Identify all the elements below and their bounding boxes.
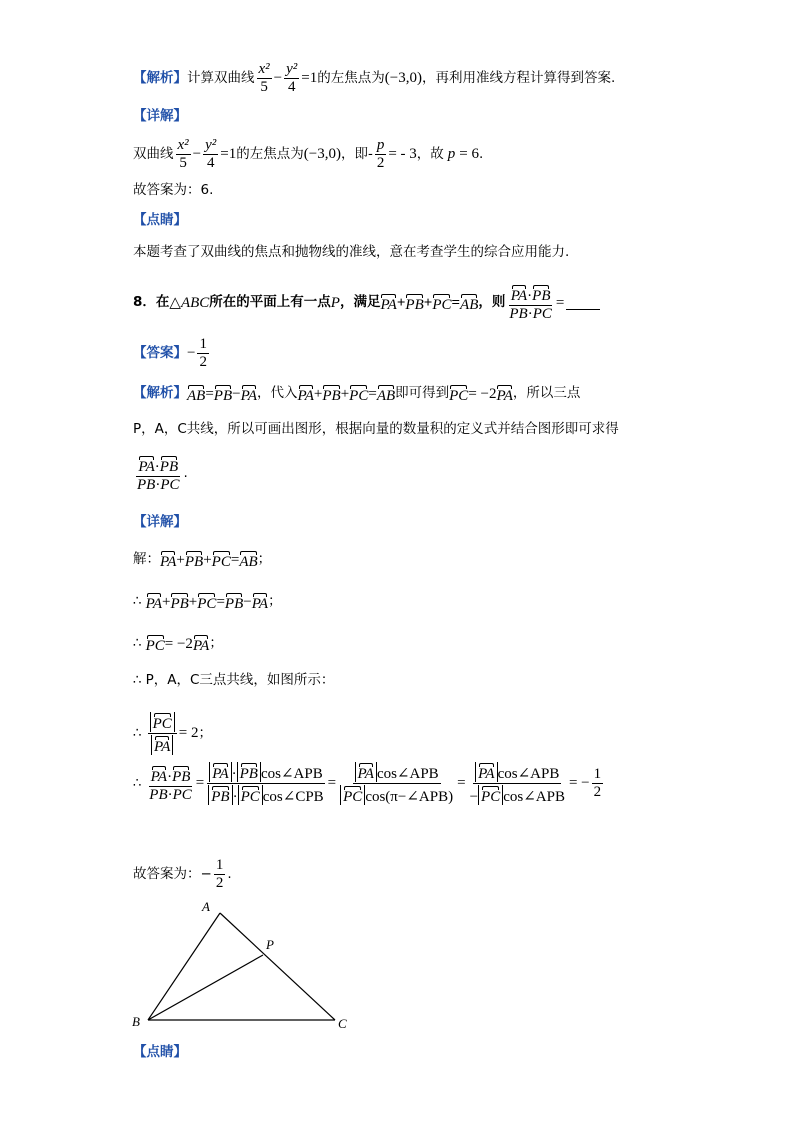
- analysis-8-line-3: $\frac{PA\cdot PB}{PB\cdot PC}$ .: [133, 455, 188, 493]
- step-3: ∴ PC = −2 PA ；: [133, 635, 223, 654]
- analysis-8-line-1: 【解析】 AB = PB − PA ，代入 PA + PB + PC = AB 即可得到 PC = −2 PA ，所以三点: [133, 385, 581, 404]
- comment-heading-8: 【点睛】: [133, 1044, 187, 1060]
- final-answer: 故答案为：− $\frac{1}{2}$ .: [133, 857, 232, 891]
- label-c: C: [338, 1016, 347, 1031]
- comment-line-1: 本题考查了双曲线的焦点和抛物线的准线，意在考查学生的综合应用能力.: [133, 244, 570, 260]
- side-ac: [220, 913, 335, 1020]
- label-b: B: [132, 1014, 140, 1029]
- step-4: ∴ P，A，C三点共线，如图所示：: [133, 672, 335, 688]
- answer-blank: [566, 297, 600, 310]
- step-6: ∴ $\frac{PA\cdot PB}{PB\cdot PC}$ = $\frac{\text{PA · PB cos∠APB}}{\text{PB · PC cos∠CPB}}$ = $\frac{\text{PA cos∠APB}}{\text{PC cos(π−∠APB)}}$ = $\frac{\text{PA cos∠APB}}{\text{− PC cos∠APB}}$ = − $\frac{1}{2}$: [133, 762, 605, 805]
- detail-heading-8: 【详解】: [133, 514, 187, 530]
- detail-heading-1: 【详解】: [133, 108, 187, 124]
- detail-line-1: 双曲线 $\frac{\text{x²}}{5}$ − $\frac{\text{y²}}{4}$ =1 的左焦点为 (−3,0) ，即- $\frac{p}{2}$ = - 3 ，故 p = 6 .: [133, 137, 484, 171]
- question-8: 8．在 △ABC 所在的平面上有一点 P ，满足 PA + PB + PC = AB ，则 $\frac{PA\cdot PB}{PB\cdot PC}$ =: [133, 284, 600, 322]
- step-1: 解： PA + PB + PC = AB ；: [133, 551, 272, 570]
- triangle-figure: [130, 895, 360, 1035]
- label-a: A: [202, 899, 210, 914]
- comment-heading-1: 【点睛】: [133, 212, 187, 228]
- segment-bp: [148, 955, 263, 1020]
- answer-8: 【答案】 − $\frac{1}{2}$: [133, 336, 207, 370]
- analysis-8-line-2: P，A，C共线，所以可画出图形，根据向量的数量积的定义式并结合图形即可求得: [133, 421, 619, 437]
- step-5: ∴ $\frac{PC}{PA}$ = 2 ；: [133, 712, 212, 755]
- answer-line-1: 故答案为：6.: [133, 182, 214, 198]
- analysis-line-1: 【解析】 计算双曲线 $\frac{\text{x²}}{5}$ − $\frac{\text{y²}}{4}$ =1 的左焦点为 (−3,0) ，再利用准线方程计算得到答案.: [133, 61, 616, 95]
- label-p: P: [266, 937, 274, 952]
- side-ab: [148, 913, 220, 1020]
- analysis-tag: 【解析】: [133, 69, 187, 86]
- step-2: ∴ PA + PB + PC = PB − PA ；: [133, 593, 282, 612]
